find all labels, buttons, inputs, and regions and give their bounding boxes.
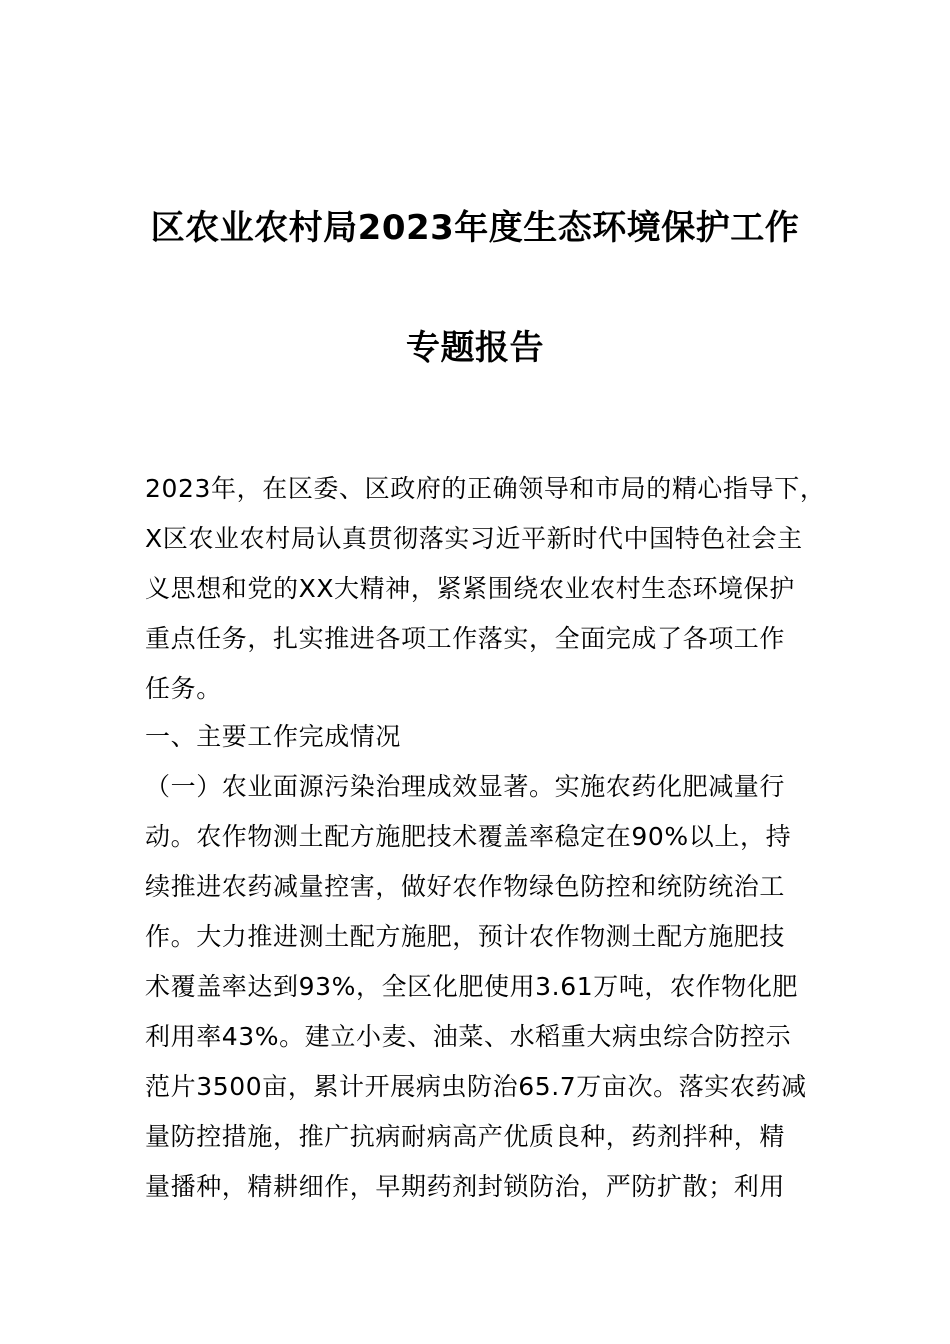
body-text-line: 重点任务，扎实推进各项工作落实，全面完成了各项工作 <box>145 624 786 653</box>
body-text-line: 续推进农药减量控害，做好农作物绿色防控和统防统治工 <box>145 872 786 901</box>
document-title-line-1: 区农业农村局2023年度生态环境保护工作 <box>150 208 800 248</box>
body-text-line: 利用率43%。建立小麦、油菜、水稻重大病虫综合防控示 <box>145 1022 792 1051</box>
body-text-line: 2023年，在区委、区政府的正确领导和市局的精心指导下， <box>145 474 826 503</box>
section-heading: 一、主要工作完成情况 <box>145 722 402 751</box>
body-text-line: 动。农作物测土配方施肥技术覆盖率稳定在90%以上，持 <box>145 822 792 851</box>
body-text-line: 术覆盖率达到93%，全区化肥使用3.61万吨，农作物化肥 <box>145 972 799 1001</box>
body-text-line: 量防控措施，推广抗病耐病高产优质良种，药剂拌种，精 <box>145 1122 786 1151</box>
body-text-line: 量播种，精耕细作，早期药剂封锁防治，严防扩散；利用 <box>145 1172 786 1201</box>
body-text-line: X区农业农村局认真贯彻落实习近平新时代中国特色社会主 <box>145 524 803 553</box>
body-text-line: 义思想和党的XX大精神，紧紧围绕农业农村生态环境保护 <box>145 574 795 603</box>
body-text-line: 作。大力推进测土配方施肥，预计农作物测土配方施肥技 <box>145 922 786 951</box>
body-text-line: （一）农业面源污染治理成效显著。实施农药化肥减量行 <box>145 772 786 801</box>
body-text-line: 任务。 <box>145 674 222 703</box>
body-text-line: 范片3500亩，累计开展病虫防治65.7万亩次。落实农药减 <box>145 1072 807 1101</box>
document-title-line-2: 专题报告 <box>406 328 544 368</box>
